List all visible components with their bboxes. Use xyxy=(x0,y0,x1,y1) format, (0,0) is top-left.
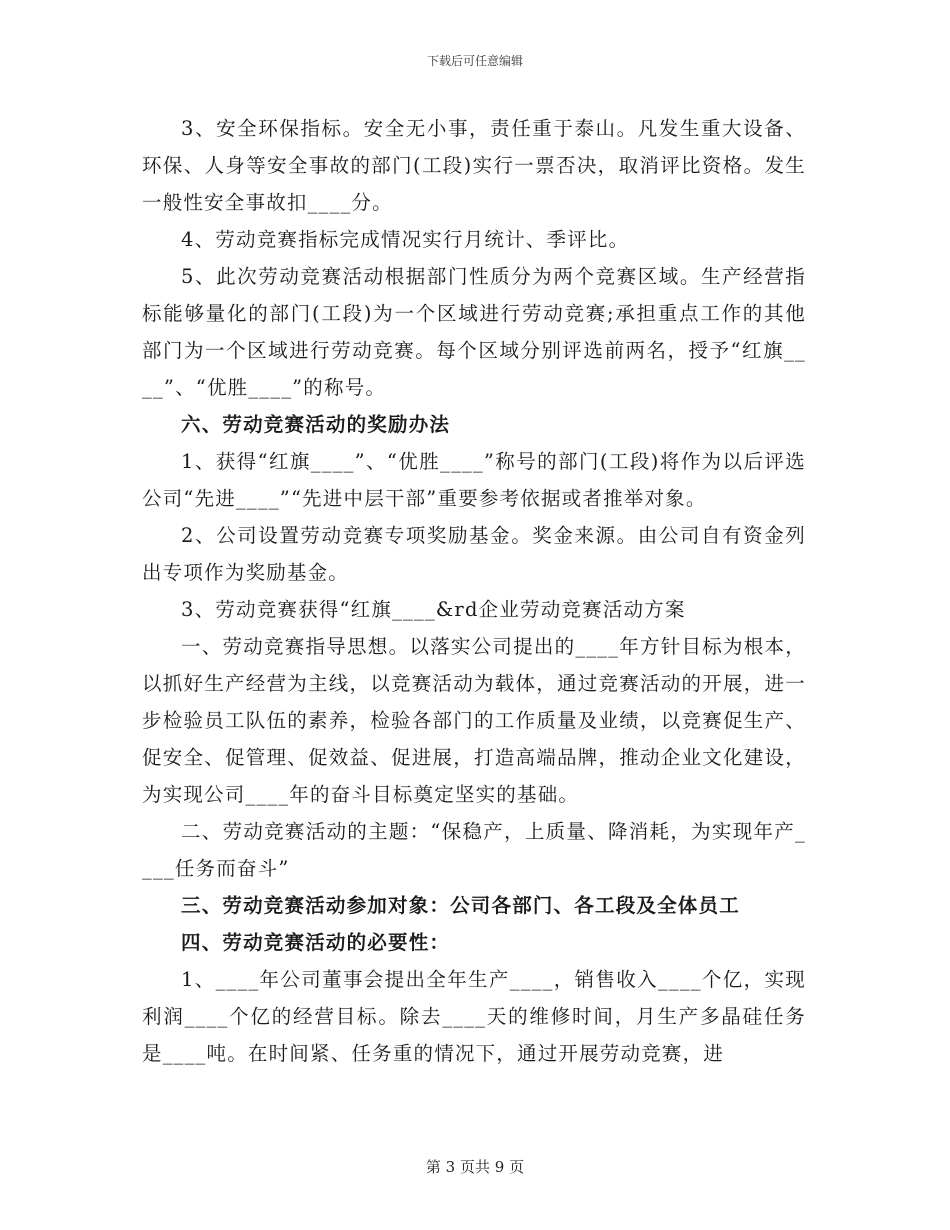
heading-necessity: 四、劳动竞赛活动的必要性： xyxy=(181,931,451,954)
paragraph-guiding-ideology: 一、劳动竞赛指导思想。以落实公司提出的____年方针目标为根本，以抓好生产经营为主线，以竞赛活动为载体，通过竞赛活动的开展，进一步检验员工队伍的素养，检验各部门的工作质量及业绩，以竞赛促生产、促安全、促管理、促效益、促进展，打造高端品牌，推动企业文化建设，为实现公司____年的奋斗目标奠定坚实的基础。 xyxy=(142,635,806,806)
heading-participants: 三、劳动竞赛活动参加对象：公司各部门、各工段及全体员工 xyxy=(181,894,740,917)
paragraph-reward-fund: 2、公司设置劳动竞赛专项奖励基金。奖金来源。由公司自有资金列出专项作为奖励基金。 xyxy=(142,524,806,584)
paragraph-necessity-1: 1、____年公司董事会提出全年生产____，销售收入____个亿，实现利润____个亿的经营目标。除去____天的维修时间，月生产多晶硅任务是____吨。在时间紧、任务重的情况下，通过开展劳动竞赛，进 xyxy=(142,968,806,1065)
paragraph-theme: 二、劳动竞赛活动的主题：“保稳产，上质量、降消耗，为实现年产____任务而奋斗” xyxy=(142,820,806,880)
page-header: 下载后可任意编辑 xyxy=(426,54,523,68)
paragraph-statistics: 4、劳动竞赛指标完成情况实行月统计、季评比。 xyxy=(181,228,630,251)
page-number: 第 3 页共 9 页 xyxy=(425,1158,525,1176)
paragraph-reward-1: 1、获得“红旗____”、“优胜____”称号的部门(工段)将作为以后评选公司“先进____”“先进中层干部”重要参考依据或者推举对象。 xyxy=(142,450,806,510)
document-body xyxy=(142,110,806,1072)
paragraph-competition-regions: 5、此次劳动竞赛活动根据部门性质分为两个竞赛区域。生产经营指标能够量化的部门(工段)为一个区域进行劳动竞赛;承担重点工作的其他部门为一个区域进行劳动竞赛。每个区域分别评选前两名，授予“红旗____”、“优胜____”的称号。 xyxy=(142,265,806,399)
paragraph-safety-indicator: 3、安全环保指标。安全无小事，责任重于泰山。凡发生重大设备、环保、人身等安全事故的部门(工段)实行一票否决，取消评比资格。发生一般性安全事故扣____分。 xyxy=(142,117,806,214)
paragraph-reward-3: 3、劳动竞赛获得“红旗____&rd企业劳动竞赛活动方案 xyxy=(181,598,686,621)
heading-reward-methods: 六、劳动竞赛活动的奖励办法 xyxy=(181,413,451,436)
